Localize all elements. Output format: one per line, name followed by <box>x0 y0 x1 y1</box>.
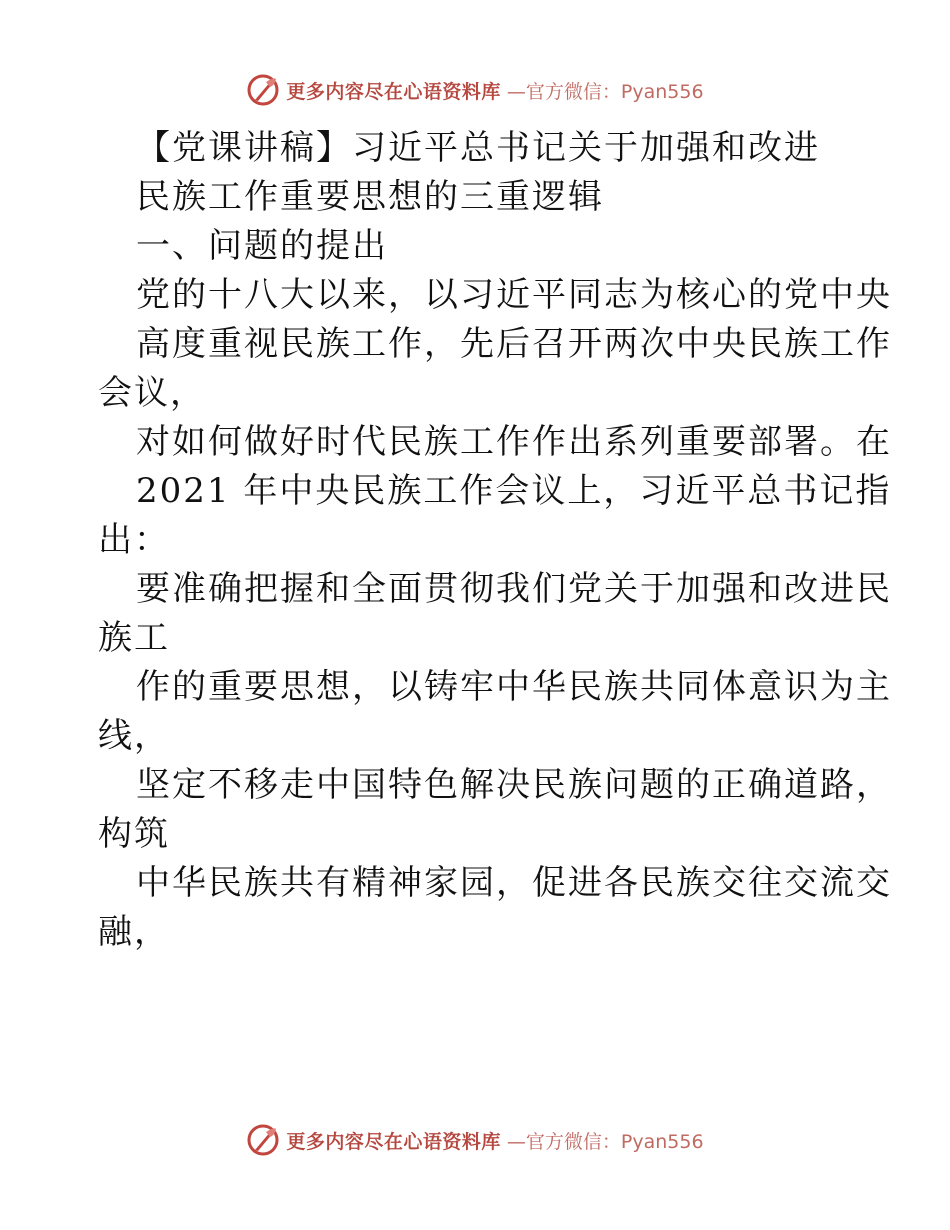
header-watermark-banner <box>0 70 950 110</box>
document-body <box>98 124 892 957</box>
contact-text: —官方微信：Pyan556 <box>506 80 704 103</box>
paragraph-line: 族工 <box>98 618 170 658</box>
paragraph-line: 中华民族共有精神家园，促进各民族交往交流交 <box>136 863 892 903</box>
contact-text: —官方微信：Pyan556 <box>506 1130 704 1153</box>
paragraph-line: 线， <box>98 716 170 756</box>
section-heading: 一、问题的提出 <box>136 226 388 266</box>
paragraph-line: 融， <box>98 912 170 952</box>
brand-text: 更多内容尽在心语资料库 <box>286 1130 501 1153</box>
document-title-line-1: 【党课讲稿】习近平总书记关于加强和改进 <box>136 128 820 168</box>
quill-pen-logo-icon <box>246 1123 280 1157</box>
paragraph-line: 作的重要思想，以铸牢中华民族共同体意识为主 <box>136 667 892 707</box>
paragraph-line: 坚定不移走中国特色解决民族问题的正确道路， <box>136 765 892 805</box>
paragraph-line: 要准确把握和全面贯彻我们党关于加强和改进民 <box>136 569 892 609</box>
paragraph-line: 对如何做好时代民族工作作出系列重要部署。在 <box>136 422 892 462</box>
footer-watermark-banner <box>0 1120 950 1160</box>
paragraph-line: 会议， <box>98 373 206 413</box>
paragraph-line: 党的十八大以来，以习近平同志为核心的党中央 <box>136 275 892 315</box>
paragraph-line: 高度重视民族工作，先后召开两次中央民族工作 <box>136 324 892 364</box>
paragraph-line: 构筑 <box>98 814 170 854</box>
document-title-line-2: 民族工作重要思想的三重逻辑 <box>136 177 604 217</box>
paragraph-line: 出： <box>98 520 170 560</box>
brand-text: 更多内容尽在心语资料库 <box>286 80 501 103</box>
quill-pen-logo-icon <box>246 73 280 107</box>
paragraph-line: 2021 年中央民族工作会议上，习近平总书记指 <box>136 471 892 511</box>
